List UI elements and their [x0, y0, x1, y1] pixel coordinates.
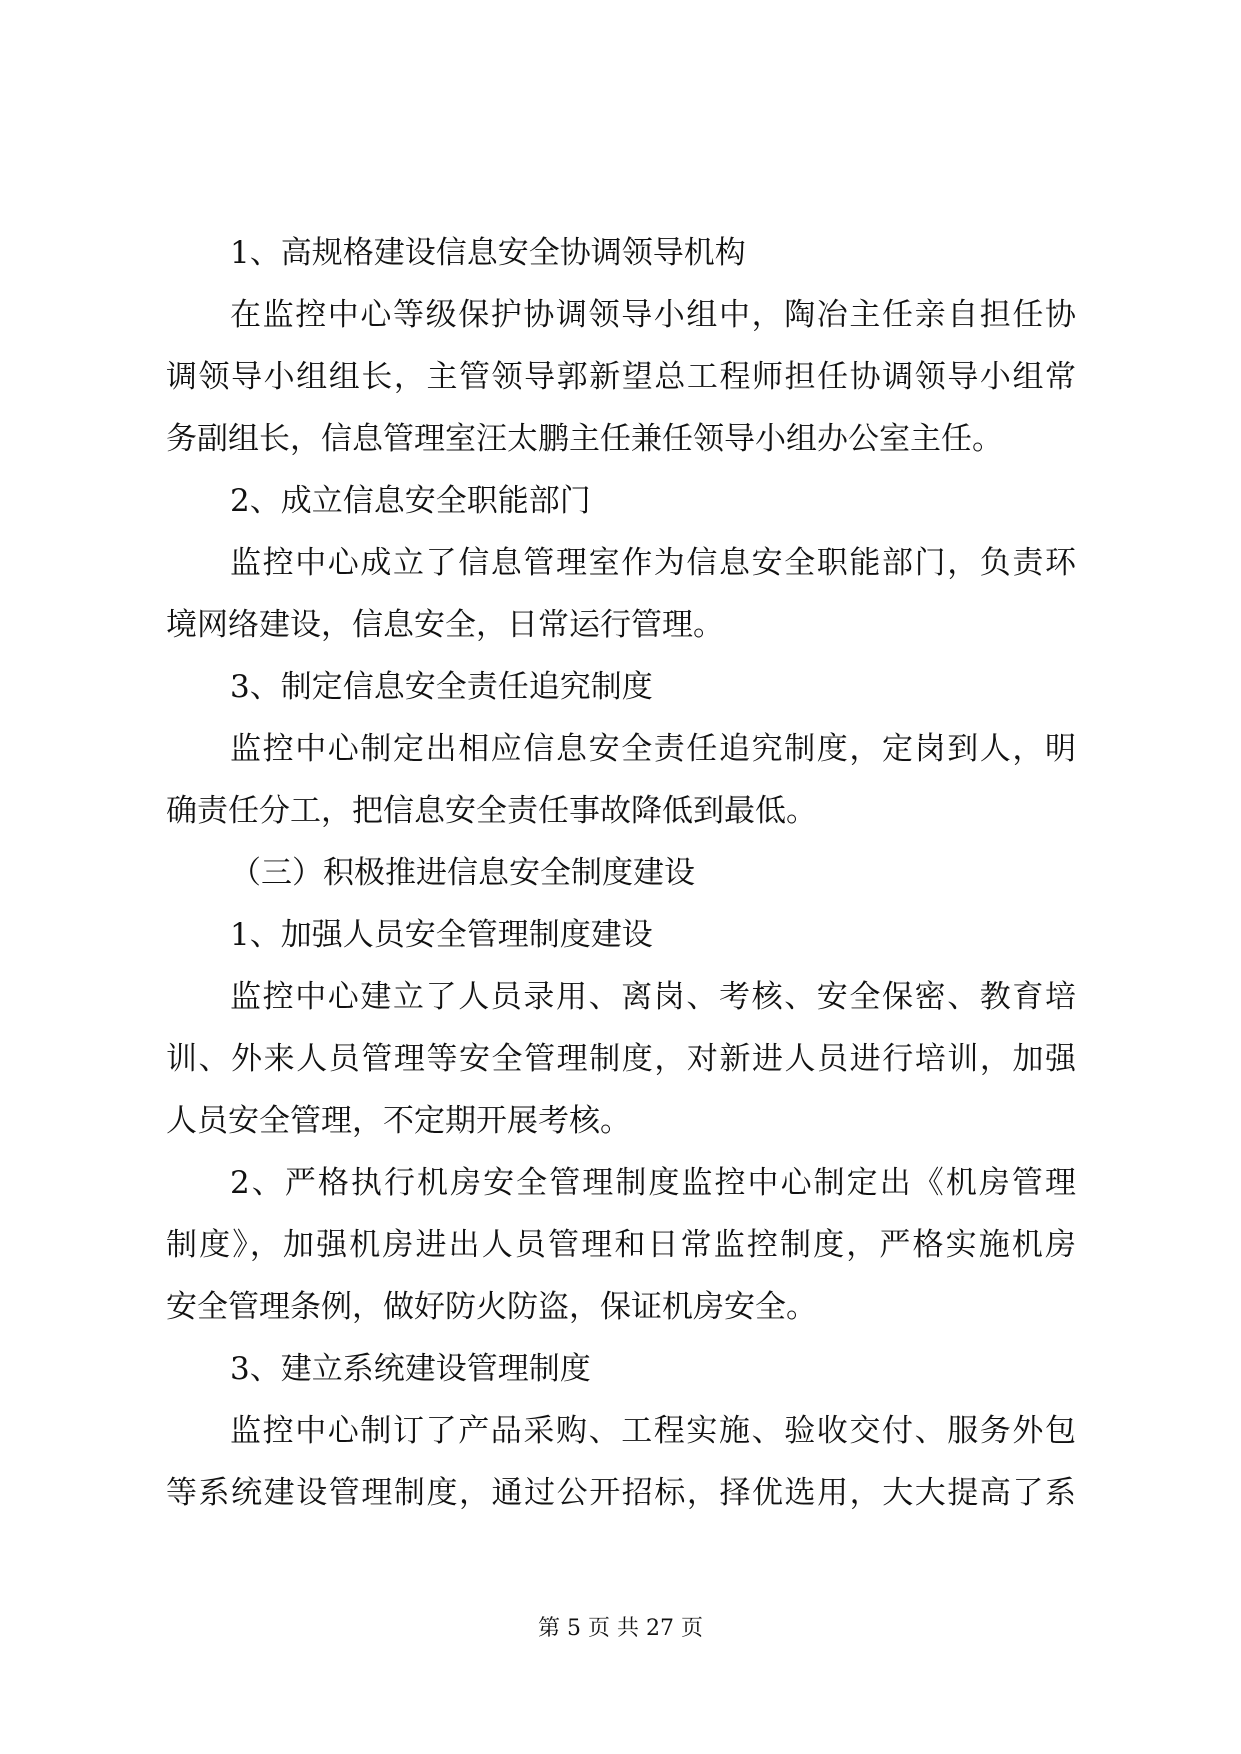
paragraph-4 — [166, 532, 1076, 656]
text-line: 2、严格执行机房安全管理制度监控中心制定出《机房管理 — [230, 1165, 1076, 1201]
section-heading: 1、高规格建设信息安全协调领导机构 — [230, 235, 746, 271]
paragraph-1 — [166, 222, 1076, 284]
paragraph-9 — [166, 966, 1076, 1152]
text-line: 监控中心建立了人员录用、离岗、考核、安全保密、教育培 — [230, 979, 1076, 1015]
paragraph-6 — [166, 718, 1076, 842]
text-line: 人员安全管理，不定期开展考核。 — [166, 1103, 631, 1139]
paragraph-5 — [166, 656, 1076, 718]
text-line: 在监控中心等级保护协调领导小组中，陶冶主任亲自担任协 — [230, 297, 1076, 333]
section-heading: 2、成立信息安全职能部门 — [230, 483, 591, 519]
text-line: 务副组长，信息管理室汪太鹏主任兼任领导小组办公室主任。 — [166, 421, 1003, 457]
text-line: 制度》，加强机房进出人员管理和日常监控制度，严格实施机房 — [166, 1227, 1076, 1263]
text-line: 训、外来人员管理等安全管理制度，对新进人员进行培训，加强 — [166, 1041, 1076, 1077]
text-line: 确责任分工，把信息安全责任事故降低到最低。 — [166, 793, 817, 829]
text-line: 安全管理条例，做好防火防盗，保证机房安全。 — [166, 1289, 817, 1325]
paragraph-8 — [166, 904, 1076, 966]
section-heading: （三）积极推进信息安全制度建设 — [230, 855, 695, 891]
text-line: 监控中心制定出相应信息安全责任追究制度，定岗到人，明 — [230, 731, 1076, 767]
paragraph-2 — [166, 284, 1076, 470]
text-line: 调领导小组组长，主管领导郭新望总工程师担任协调领导小组常 — [166, 359, 1076, 395]
section-heading: 3、制定信息安全责任追究制度 — [230, 669, 653, 705]
document-body — [166, 222, 1076, 1524]
paragraph-10 — [166, 1152, 1076, 1338]
section-heading: 3、建立系统建设管理制度 — [230, 1351, 591, 1387]
text-line: 境网络建设，信息安全，日常运行管理。 — [166, 607, 724, 643]
paragraph-11 — [166, 1338, 1076, 1400]
paragraph-12 — [166, 1400, 1076, 1524]
text-line: 监控中心成立了信息管理室作为信息安全职能部门，负责环 — [230, 545, 1076, 581]
text-line: 监控中心制订了产品采购、工程实施、验收交付、服务外包 — [230, 1413, 1076, 1449]
text-line: 等系统建设管理制度，通过公开招标，择优选用，大大提高了系 — [166, 1475, 1076, 1511]
page-number-footer: 第 5 页 共 27 页 — [538, 1616, 703, 1641]
section-heading: 1、加强人员安全管理制度建设 — [230, 917, 653, 953]
paragraph-3 — [166, 470, 1076, 532]
paragraph-7 — [166, 842, 1076, 904]
